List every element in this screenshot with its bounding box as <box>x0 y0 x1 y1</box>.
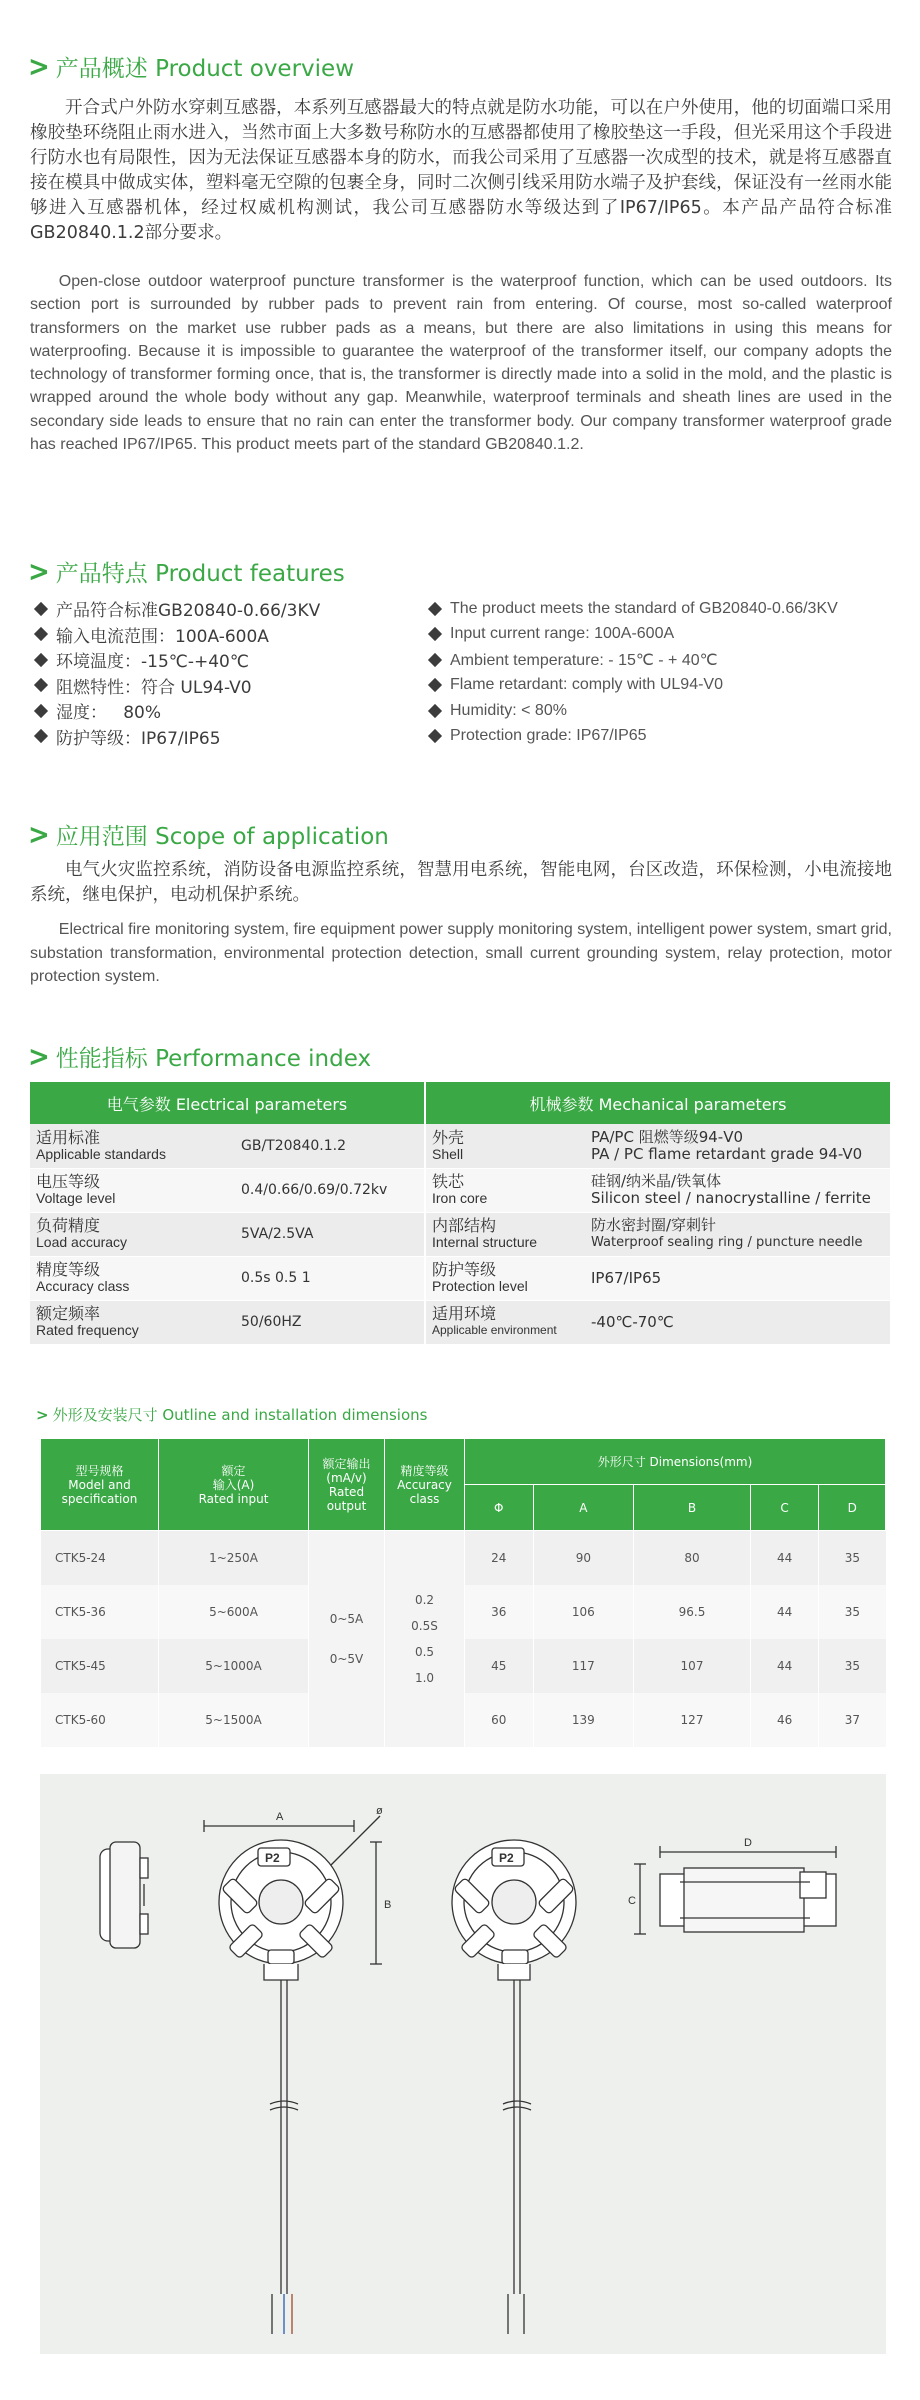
list-item: 湿度： 80% <box>32 698 320 724</box>
table-row: CTK5-45 5~1000A 45 117 107 44 35 <box>41 1639 886 1693</box>
application-title <box>28 818 389 851</box>
electrical-header: 电气参数 Electrical parameters <box>30 1082 425 1124</box>
table-row: 额定频率 Rated frequency 50/60HZ 适用环境 Applicable environment -40℃-70℃ <box>30 1300 890 1344</box>
performance-table <box>30 1082 890 1345</box>
table-row: CTK5-36 5~600A 36 106 96.5 44 35 <box>41 1585 886 1639</box>
overview-title <box>28 50 354 83</box>
diamond-bullet-icon <box>34 729 48 743</box>
list-item: Flame retardant: comply with UL94-V0 <box>426 673 838 699</box>
diamond-bullet-icon <box>428 602 442 616</box>
diamond-bullet-icon <box>34 627 48 641</box>
drawing-badge-1: P2 <box>265 1851 280 1865</box>
accuracy-cell: 0.2 0.5S 0.5 1.0 <box>385 1531 465 1747</box>
list-item: Input current range: 100A-600A <box>426 622 838 648</box>
col-a: A <box>533 1485 634 1531</box>
col-c: C <box>750 1485 819 1531</box>
diamond-bullet-icon <box>428 704 442 718</box>
features-title <box>28 555 345 588</box>
dim-label-a: A <box>276 1811 284 1823</box>
list-item: 阻燃特性：符合 UL94-V0 <box>32 673 320 699</box>
diamond-bullet-icon <box>428 729 442 743</box>
application-cn-paragraph: 电气火灾监控系统，消防设备电源监控系统，智慧用电系统，智能电网，台区改造，环保检测，小电流接地系统，继电保护，电动机保护系统。 <box>30 860 892 905</box>
dim-label-d: D <box>744 1837 752 1849</box>
dimensions-title: > 外形及安装尺寸 Outline and installation dimensions <box>36 1405 428 1424</box>
col-rated-input: 额定 输入(A) Rated input <box>159 1439 309 1531</box>
dimensions-table <box>40 1438 886 1747</box>
table-row: 适用标准 Applicable standards GB/T20840.1.2 外壳 Shell PA/PC 阻燃等级94-V0 PA / PC flame retardant grade 94-V0 <box>30 1124 890 1168</box>
col-d: D <box>819 1485 886 1531</box>
chevron-right-icon: > <box>28 555 50 588</box>
dim-label-c: C <box>628 1895 636 1907</box>
list-item: 产品符合标准GB20840-0.66/3KV <box>32 596 320 622</box>
overview-en-paragraph: Open-close outdoor waterproof puncture transformer is the waterproof function, which can be used outdoors. Its section port is surrounded by rubber pads to prevent rain from entering. Of course, most so-called waterproof transformers on the market use rubber pads as a means, but there are also limitations in using this means for waterproofing. Because it is impossible to guarantee the waterproof of the transformer itself, our company adopts the technology of transformer forming once, that is, the transformer is directly made into a solid in the mold, and the plastic is wrapped around the whole body without any gap. Meanwhile, waterproof terminals and sheath lines are used in the secondary side leads to ensure that no rain can enter the transformer body. Our company transformer waterproof grade has reached IP67/IP65. This product meets part of the standard GB20840.1.2. <box>30 273 892 454</box>
table-row: 负荷精度 Load accuracy 5VA/2.5VA 内部结构 Internal structure 防水密封圈/穿刺针 Waterproof sealing ring / puncture needle <box>30 1212 890 1256</box>
table-row: CTK5-60 5~1500A 60 139 127 46 37 <box>41 1693 886 1747</box>
diamond-bullet-icon <box>34 678 48 692</box>
mechanical-header: 机械参数 Mechanical parameters <box>425 1082 890 1124</box>
diamond-bullet-icon <box>34 704 48 718</box>
dim-label-b: B <box>384 1899 392 1911</box>
features-cn-list <box>32 596 320 749</box>
list-item: Humidity: < 80% <box>426 698 838 724</box>
table-row: 电压等级 Voltage level 0.4/0.66/0.69/0.72kv 铁芯 Iron core 硅钢/纳米晶/铁氧体 Silicon steel / nanocrystalline / ferrite <box>30 1168 890 1212</box>
col-accuracy: 精度等级 Accuracy class <box>385 1439 465 1531</box>
list-item: The product meets the standard of GB20840-0.66/3KV <box>426 596 838 622</box>
chevron-right-icon: > <box>28 1040 50 1073</box>
chevron-right-icon: > <box>36 1405 49 1424</box>
diamond-bullet-icon <box>428 627 442 641</box>
application-title-text: 应用范围 Scope of application <box>55 824 389 850</box>
col-phi: Φ <box>465 1485 534 1531</box>
diamond-bullet-icon <box>428 653 442 667</box>
chevron-right-icon: > <box>28 818 50 851</box>
list-item: 输入电流范围：100A-600A <box>32 622 320 648</box>
features-title-text: 产品特点 Product features <box>55 561 345 587</box>
list-item: Protection grade: IP67/IP65 <box>426 724 838 750</box>
chevron-right-icon: > <box>28 50 50 83</box>
col-rated-output: 额定输出 (mA/v) Rated output <box>309 1439 385 1531</box>
side-view-left <box>100 1842 148 1948</box>
table-row: CTK5-24 1~250A 0~5A 0~5V 0.2 0.5S 0.5 1.0 24 90 80 44 35 <box>41 1531 886 1585</box>
overview-title-text: 产品概述 Product overview <box>55 56 354 82</box>
overview-cn-paragraph: 开合式户外防水穿刺互感器，本系列互感器最大的特点就是防水功能，可以在户外使用，他的切面端口采用橡胶垫环绕阻止雨水进入，当然市面上大多数号称防水的互感器都使用了橡胶垫这一手段，但光采用这个手段进行防水也有局限性，因为无法保证互感器本身的防水，而我公司采用了互感器一次成型的技术，就是将互感器直接在模具中做成实体，塑料毫无空隙的包裹全身，同时二次侧引线采用防水端子及护套线，保证没有一丝雨水能够进入互感器机体，经过权威机构测试，我公司互感器防水等级达到了IP67/IP65。本产品产品符合标准GB20840.1.2部分要求。 <box>30 98 892 243</box>
diamond-bullet-icon <box>34 602 48 616</box>
drawing-badge-2: P2 <box>499 1851 514 1865</box>
diamond-bullet-icon <box>428 678 442 692</box>
list-item: 防护等级：IP67/IP65 <box>32 724 320 750</box>
front-view-2 <box>452 1840 576 2334</box>
performance-title-text: 性能指标 Performance index <box>55 1046 372 1072</box>
features-en-list <box>426 596 838 749</box>
dim-label-phi: ø <box>376 1805 383 1817</box>
front-view-1 <box>204 1816 382 2334</box>
diamond-bullet-icon <box>34 653 48 667</box>
product-drawing <box>40 1774 886 2354</box>
transformer-drawing-svg <box>40 1774 886 2354</box>
side-view-right <box>634 1846 836 1934</box>
application-en-paragraph: Electrical fire monitoring system, fire equipment power supply monitoring system, intelligent power system, smart grid, substation transformation, environmental protection detection, small current grounding system, relay protection, motor protection system. <box>30 921 892 985</box>
col-model: 型号规格 Model and specification <box>41 1439 159 1531</box>
col-b: B <box>634 1485 751 1531</box>
list-item: Ambient temperature: - 15℃ - + 40℃ <box>426 647 838 673</box>
table-row: 精度等级 Accuracy class 0.5s 0.5 1 防护等级 Protection level IP67/IP65 <box>30 1256 890 1300</box>
rated-output-cell: 0~5A 0~5V <box>309 1531 385 1747</box>
performance-title <box>28 1040 371 1073</box>
list-item: 环境温度：-15℃-+40℃ <box>32 647 320 673</box>
col-dimensions: 外形尺寸 Dimensions(mm) <box>465 1439 886 1485</box>
